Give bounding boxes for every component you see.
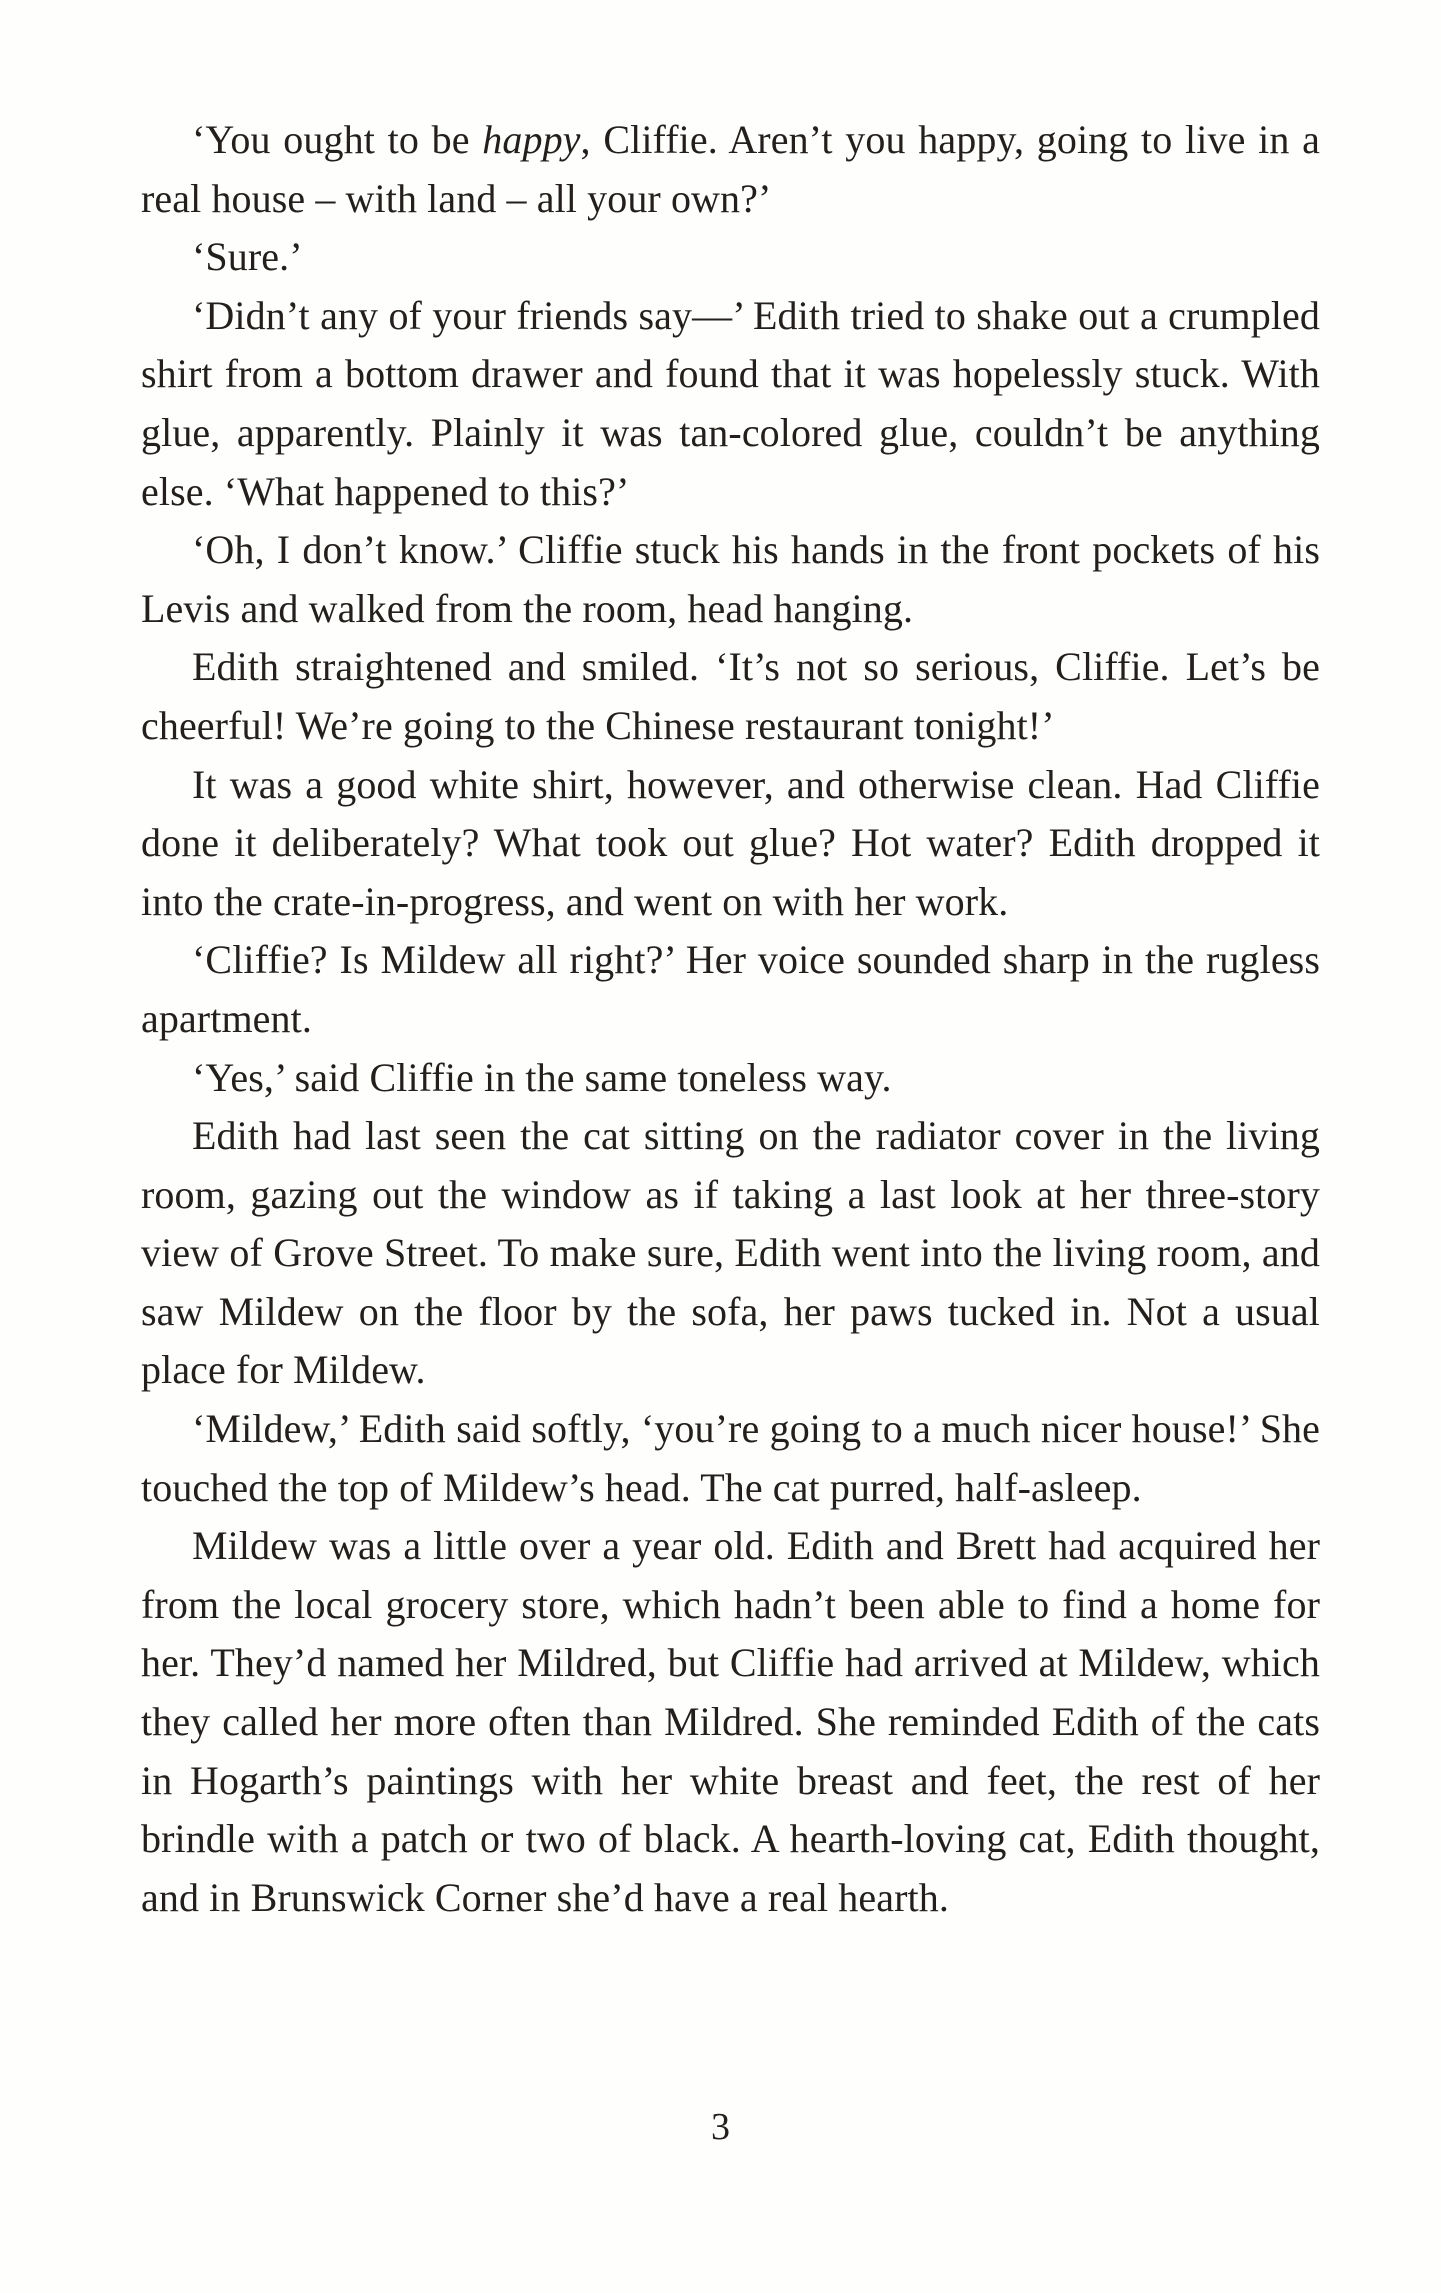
paragraph-text: , Cliffie. Aren’t you happy, going to live in a real house – with land – all your own?’	[141, 117, 1320, 221]
paragraph: ‘Didn’t any of your friends say—’ Edith tried to shake out a crumpled shirt from a bottom drawer and found that it was hopelessly stuck. With glue, apparently. Plainly it was tan-colored glue, couldn’t be anything else. ‘What happened to this?’	[141, 292, 1320, 514]
paragraph: ‘Cliffie? Is Mildew all right?’ Her voice sounded sharp in the rugless apartment.	[141, 937, 1320, 1041]
paragraph: Mildew was a little over a year old. Edith and Brett had acquired her from the local grocery store, which hadn’t been able to find a home for her. They’d named her Mildred, but Cliffie had arrived at Mildew, which they called her more often than Mildred. She reminded Edith of the cats in Hogarth’s paintings with her white breast and feet, the rest of her brindle with a patch or two of black. A hearth-loving cat, Edith thought, and in Brunswick Corner she’d have a real hearth.	[141, 1523, 1320, 1920]
paragraph: ‘Yes,’ said Cliffie in the same toneless way.	[192, 1054, 892, 1100]
paragraph: ‘Mildew,’ Edith said softly, ‘you’re going to a much nicer house!’ She touched the top of Mildew’s head. The cat purred, half-asleep.	[141, 1406, 1320, 1510]
page-number: 3	[711, 2106, 730, 2148]
paragraph: Edith straightened and smiled. ‘It’s not so serious, Cliffie. Let’s be cheerful! We’re going to the Chinese restaurant tonight!’	[141, 644, 1320, 748]
body-text	[141, 111, 1320, 1927]
paragraph: ‘Sure.’	[192, 234, 303, 280]
emphasized-word: happy	[482, 117, 581, 162]
paragraph: Edith had last seen the cat sitting on the radiator cover in the living room, gazing out the window as if taking a last look at her three-story view of Grove Street. To make sure, Edith went into the living room, and saw Mildew on the floor by the sofa, her paws tucked in. Not a usual place for Mildew.	[141, 1113, 1320, 1393]
paragraph: ‘Oh, I don’t know.’ Cliffie stuck his hands in the front pockets of his Levis and walked from the room, head hanging.	[141, 527, 1320, 631]
paragraph-text: ‘You ought to be	[192, 117, 483, 162]
paragraph: It was a good white shirt, however, and otherwise clean. Had Cliffie done it deliberately? What took out glue? Hot water? Edith dropped it into the crate-in-progress, and went on with her work.	[141, 761, 1320, 924]
paragraph	[141, 111, 1320, 228]
